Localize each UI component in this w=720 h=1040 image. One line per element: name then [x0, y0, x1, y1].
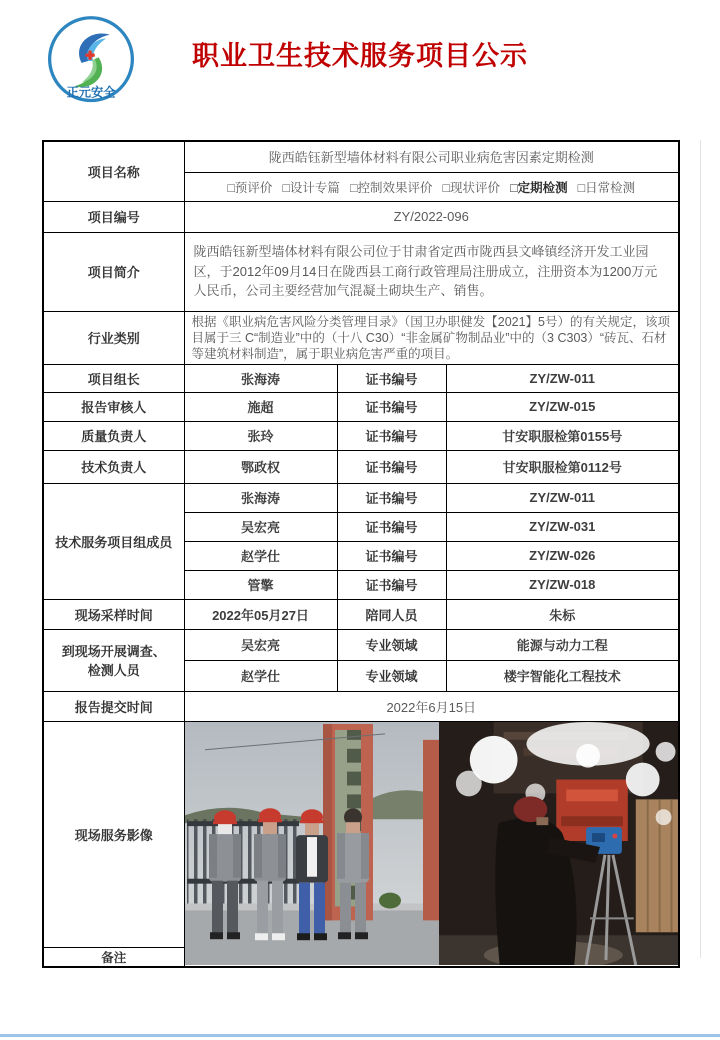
- row-label-intro: 项目简介: [43, 232, 184, 311]
- row-label-project-no: 项目编号: [43, 201, 184, 232]
- logo-text: 正元安全: [66, 85, 116, 100]
- cert-no-label: 证书编号: [337, 364, 446, 392]
- report-date: 2022年6月15日: [184, 691, 679, 721]
- reviewer-name: 施超: [184, 392, 337, 421]
- cert-no-label: 证书编号: [337, 570, 446, 599]
- project-name-value: 陇西皓钰新型墙体材料有限公司职业病危害因素定期检测: [184, 141, 679, 172]
- escort-label: 陪同人员: [337, 599, 446, 629]
- member-name: 赵学仕: [184, 541, 337, 570]
- row-label-members: 技术服务项目组成员: [43, 483, 184, 599]
- cert-no-label: 证书编号: [337, 392, 446, 421]
- member-cert-no: ZY/ZW-018: [446, 570, 679, 599]
- site-photos-cell: [184, 721, 679, 967]
- row-label-quality: 质量负责人: [43, 421, 184, 450]
- industry-category-text: 根据《职业病危害风险分类管理目录》（国卫办职健发【2021】5号）的有关规定，该项目属于三 C“制造业”中的（十八 C30）“非金属矿物制品业”中的（3 C303）“砖瓦、石材等建筑材料制造”，属于职业病危害严重的项目。: [184, 311, 679, 364]
- member-cert-no: ZY/ZW-011: [446, 483, 679, 512]
- site-photo-gate: [185, 722, 439, 965]
- quality-cert-no: 甘安职服检第0155号: [446, 421, 679, 450]
- investigator-field: 楼宇智能化工程技术: [446, 660, 679, 691]
- row-label-technical: 技术负责人: [43, 450, 184, 483]
- row-label-industry: 行业类别: [43, 311, 184, 364]
- row-label-leader: 项目组长: [43, 364, 184, 392]
- service-type-option: □现状评价: [442, 180, 501, 195]
- row-label-sampling-time: 现场采样时间: [43, 599, 184, 629]
- field-label: 专业领域: [337, 629, 446, 660]
- investigator-name: 赵学仕: [184, 660, 337, 691]
- project-info-table: [42, 140, 680, 968]
- service-type-option-selected: □定期检测: [510, 180, 568, 195]
- cert-no-label: 证书编号: [337, 541, 446, 570]
- cert-no-label: 证书编号: [337, 421, 446, 450]
- page-title: 职业卫生技术服务项目公示: [192, 41, 528, 71]
- escort-name: 朱标: [446, 599, 679, 629]
- row-label-photos: 现场服务影像: [43, 721, 184, 947]
- project-no-value: ZY/2022-096: [184, 201, 679, 232]
- sampling-date: 2022年05月27日: [184, 599, 337, 629]
- member-name: 张海涛: [184, 483, 337, 512]
- quality-name: 张玲: [184, 421, 337, 450]
- service-type-option: □控制效果评价: [349, 180, 433, 195]
- technical-cert-no: 甘安职服检第0112号: [446, 450, 679, 483]
- member-cert-no: ZY/ZW-026: [446, 541, 679, 570]
- technical-name: 鄂政权: [184, 450, 337, 483]
- leader-cert-no: ZY/ZW-011: [446, 364, 679, 392]
- footer-accent-line: [0, 1034, 720, 1037]
- cert-no-label: 证书编号: [337, 483, 446, 512]
- investigator-name: 吴宏亮: [184, 629, 337, 660]
- service-type-option: □日常检测: [577, 180, 636, 195]
- field-label: 专业领域: [337, 660, 446, 691]
- service-type-option: □预评价: [227, 180, 273, 195]
- row-label-report-time: 报告提交时间: [43, 691, 184, 721]
- page-edge-artifact: [700, 140, 701, 958]
- cert-no-label: 证书编号: [337, 512, 446, 541]
- row-label-remarks: 备注: [43, 947, 184, 967]
- leader-name: 张海涛: [184, 364, 337, 392]
- member-name: 吴宏亮: [184, 512, 337, 541]
- row-label-reviewer: 报告审核人: [43, 392, 184, 421]
- member-cert-no: ZY/ZW-031: [446, 512, 679, 541]
- cert-no-label: 证书编号: [337, 450, 446, 483]
- reviewer-cert-no: ZY/ZW-015: [446, 392, 679, 421]
- member-name: 管擎: [184, 570, 337, 599]
- investigator-field: 能源与动力工程: [446, 629, 679, 660]
- service-type-option: □设计专篇: [282, 180, 340, 195]
- row-label-investigators: 到现场开展调查、检测人员: [43, 629, 184, 691]
- row-label-project-name: 项目名称: [43, 141, 184, 201]
- project-intro-text: 陇西皓钰新型墙体材料有限公司位于甘肃省定西市陇西县文峰镇经济开发工业园区，于2012年09月14日在陇西县工商行政管理局注册成立，注册资本为1200万元人民币，公司主要经营加气混凝土砌块生产、销售。: [184, 232, 679, 311]
- service-type-options: [184, 172, 679, 201]
- site-photo-measurement: [439, 722, 679, 965]
- site-photo-group: [185, 722, 679, 965]
